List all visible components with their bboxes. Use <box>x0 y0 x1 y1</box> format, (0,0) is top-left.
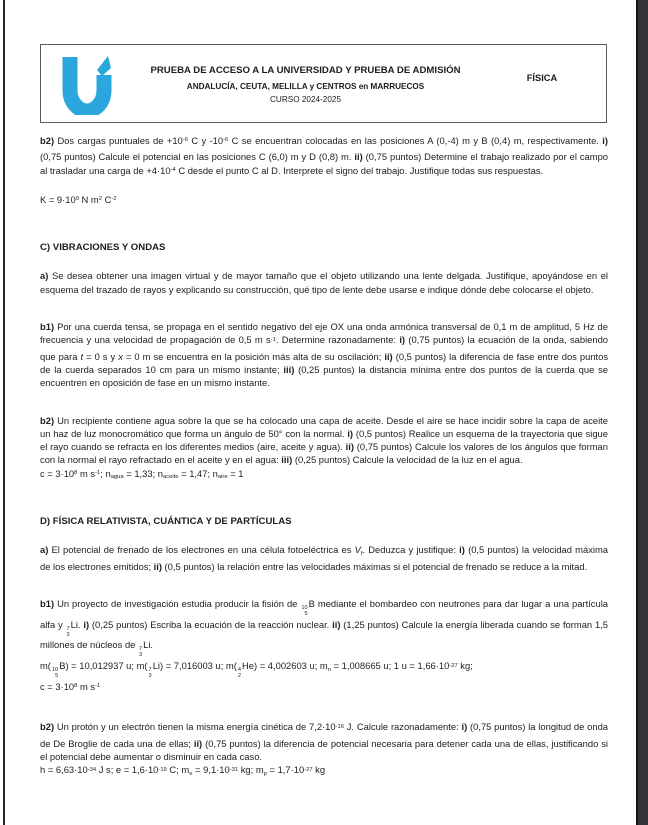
university-logo <box>41 45 133 122</box>
header-center <box>133 45 478 122</box>
document-body <box>40 134 608 779</box>
header-subtitle: ANDALUCÍA, CEUTA, MELILLA y CENTROS en MARRUECOS <box>186 81 425 91</box>
section-heading-d: D) FÍSICA RELATIVISTA, CUÁNTICA Y DE PARTÍCULAS <box>40 516 292 528</box>
problem-d-a-photoelectric: a) El potencial de frenado de los electrones en una célula fotoeléctrica es $V_f$. Deduzca y justifique: i) (0,5 puntos) la velocidad máxima de los electrones emitidos; ii) (0,5 puntos) la relación entre las velocidades máximas si el potencial de frenado se reduce a la mitad. <box>40 544 608 572</box>
scan-edge-left <box>3 0 5 825</box>
subject-label: FÍSICA <box>526 72 558 83</box>
constants-quantum: $h = 6,63\cdot 10^{-34}$ J s; $e = 1,6\cdot 10^{-19}$ C; $m_e = 9,1\cdot 10^{-31}$ kg; $m_p = 1,7\cdot 10^{-27}$ kg <box>40 764 326 777</box>
problem-d-b2-debroglie: b2) Un protón y un electrón tienen la misma energía cinética de $7,2\cdot 10^{-16}$ J. Calcule razonadamente: i) (0,75 puntos) la longitud de onda de De Broglie de cada una de ellas; ii) (0,75 puntos) la diferencia de potencial necesaria para detener cada una de ellas, justificando si el potencial debe aumentar o disminuir en cada caso. <box>40 721 609 762</box>
header-box <box>40 44 607 123</box>
section-heading-c: C) VIBRACIONES Y ONDAS <box>40 242 166 254</box>
logo-u-icon <box>60 53 114 115</box>
problem-c-b2-refraction: b2) Un recipiente contiene agua sobre la que se ha colocado una capa de aceite. Desde el aire se hace incidir sobre la capa de aceite un haz de luz monocromático que forma un ángulo de 50° con la normal. i) (0,5 puntos) Realice un esquema de la trayectoria que sigue el rayo cuando se refracta en los diferentes medios (aire, aceite y agua). ii) (0,75 puntos) Calcule los valores de los ángulos que forman con la normal el rayo refractado en el aceite y en el agua: iii) (0,25 puntos) Calcule la velocidad de la luz en el agua. <box>40 414 608 466</box>
header-course: CURSO 2024-2025 <box>270 94 341 104</box>
subject-cell <box>478 45 606 122</box>
constants-refraction: $c = 3\cdot 10^8$ m $s^{-1}$; $n_{agua} = 1,33$; $n_{aceite} = 1,47$; $n_{aire} = 1$ <box>40 467 244 481</box>
problem-b2-electrostatics: b2) Dos cargas puntuales de $+10^{-6}$ C y $-10^{-6}$ C se encuentran colocadas en las posiciones A (0,-4) m y B (0,4) m, respectivamente. i) (0,75 puntos) Calcule el potencial en las posiciones C (6,0) m y D (0,8) m. ii) (0,75 puntos) Determine el trabajo realizado por el campo al trasladar una carga de $+4\cdot 10^{-4}$ C desde el punto C al D. Interprete el signo del trabajo. Justifique todas sus respuestas. <box>40 135 609 176</box>
scan-edge-right <box>636 0 648 825</box>
header-title: PRUEBA DE ACCESO A LA UNIVERSIDAD Y PRUEBA DE ADMISIÓN <box>150 65 461 77</box>
problem-c-a-lens: a) Se desea obtener una imagen virtual y de mayor tamaño que el objeto utilizando una lente delgada. Justifique, apoyándose en el esquema del trazado de rayos y explicando su construcción, qué tipo de lente debe usarse e indique dónde debe colocarse el objeto. <box>40 270 608 295</box>
constants-lightspeed: $c = 3\cdot 10^8$ m $s^{-1}$ <box>40 680 101 692</box>
problem-d-b1-fission: b1) Un proyecto de investigación estudia producir la fisión de 10 5 B mediante el bombardeo con neutrones para dar lugar a una partícula alfa y 7 3 Li. i) (0,25 puntos) Escriba la ecuación de la reacción nuclear. ii) (1,25 puntos) Calcule la energía liberada cuando se forman 1,5 millones de núcleos de 7 3 Li. <box>40 597 609 659</box>
constants-masses: m( 10 5 B) = 10,012937 u; m( 7 3 Li) = 7,016003 u; m( 4 2 He) = 4,002603 u; $m_n = 1,008665$ u; 1 $u = 1,66\cdot 10^{-27}$ kg; <box>40 660 473 680</box>
constants-coulomb: $K = 9\cdot 10^9$ N $m^2$ $C^{-2}$ <box>40 193 117 205</box>
problem-c-b1-wave: b1) Por una cuerda tensa, se propaga en el sentido negativo del eje OX una onda armónica transversal de 0,1 m de amplitud, 5 Hz de frecuencia y una velocidad de propagación de 0,5 m $s^{-1}$. Determine razonadamente: i) (0,75 puntos) la ecuación de la onda, sabiendo que para t = 0 s y x = 0 m se encuentra en la posición más alta de su oscilación; ii) (0,5 puntos) la diferencia de fase entre dos puntos de la cuerda separados 10 cm para un mismo instante; iii) (0,25 puntos) la distancia mínima entre dos puntos de la cuerda que se encuentren en oposición de fase en un mismo instante. <box>40 321 609 389</box>
